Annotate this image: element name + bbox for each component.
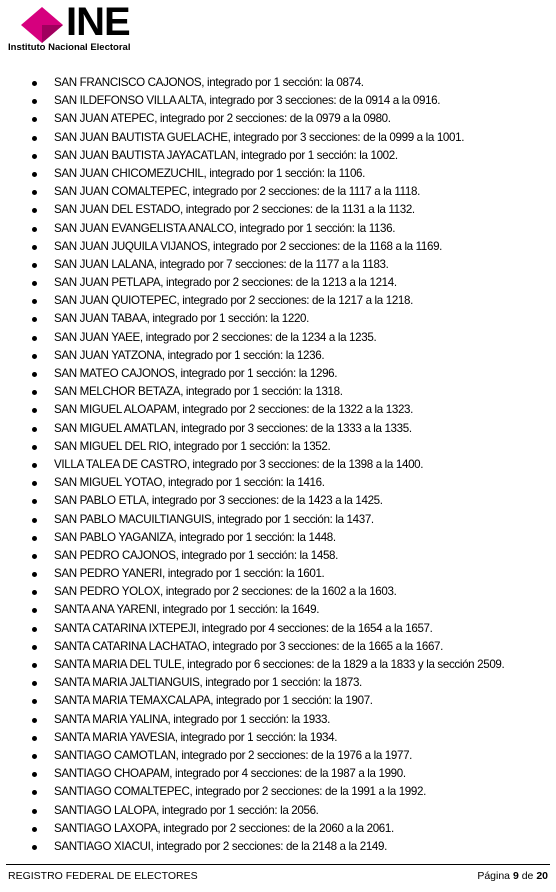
bullet-icon bbox=[32, 281, 37, 286]
list-item-text: SANTIAGO CHOAPAM, integrado por 4 secciones: de la 1987 a la 1990. bbox=[54, 767, 406, 781]
list-item bbox=[30, 383, 550, 401]
list-item-text: SANTIAGO CAMOTLAN, integrado por 2 secciones: de la 1976 a la 1977. bbox=[54, 748, 413, 762]
list-item-text: SAN JUAN COMALTEPEC, integrado por 2 secciones: de la 1117 a la 1118. bbox=[54, 185, 420, 199]
list-item bbox=[30, 274, 550, 292]
bullet-icon bbox=[32, 627, 37, 632]
bullet-icon bbox=[32, 499, 37, 504]
list-item-text: SANTA CATARINA LACHATAO, integrado por 3 secciones: de la 1665 a la 1667. bbox=[54, 639, 444, 653]
footer-organization: REGISTRO FEDERAL DE ELECTORES bbox=[8, 870, 198, 882]
bullet-icon bbox=[32, 772, 37, 777]
bullet-icon bbox=[32, 754, 37, 759]
list-item bbox=[30, 802, 550, 820]
list-item-text: SANTA CATARINA IXTEPEJI, integrado por 4 secciones: de la 1654 a la 1657. bbox=[54, 621, 433, 635]
bullet-icon bbox=[32, 663, 37, 668]
bullet-icon bbox=[32, 518, 37, 523]
bullet-icon bbox=[32, 390, 37, 395]
bullet-icon bbox=[32, 445, 37, 450]
list-item bbox=[30, 620, 550, 638]
list-item-text: SANTIAGO XIACUI, integrado por 2 secciones: de la 2148 a la 2149. bbox=[54, 839, 387, 853]
list-item-text: SAN JUAN PETLAPA, integrado por 2 secciones: de la 1213 a la 1214. bbox=[54, 276, 397, 290]
bullet-icon bbox=[32, 681, 37, 686]
list-item bbox=[30, 729, 550, 747]
bullet-icon bbox=[32, 536, 37, 541]
bullet-icon bbox=[32, 699, 37, 704]
bullet-icon bbox=[32, 372, 37, 377]
list-item-text: SAN JUAN LALANA, integrado por 7 secciones: de la 1177 a la 1183. bbox=[54, 257, 389, 271]
list-item bbox=[30, 711, 550, 729]
list-item bbox=[30, 674, 550, 692]
list-item bbox=[30, 238, 550, 256]
page-total: 20 bbox=[536, 870, 548, 882]
list-item bbox=[30, 474, 550, 492]
list-item-text: SAN PABLO YAGANIZA, integrado por 1 sección: la 1448. bbox=[54, 530, 336, 544]
list-item-text: SAN JUAN BAUTISTA GUELACHE, integrado por 3 secciones: de la 0999 a la 1001. bbox=[54, 130, 465, 144]
list-item bbox=[30, 511, 550, 529]
list-item-text: SAN PEDRO YOLOX, integrado por 2 secciones: de la 1602 a la 1603. bbox=[54, 585, 397, 599]
list-item bbox=[30, 529, 550, 547]
list-item-text: SAN MIGUEL YOTAO, integrado por 1 sección: la 1416. bbox=[54, 476, 325, 490]
bullet-icon bbox=[32, 117, 37, 122]
bullet-icon bbox=[32, 317, 37, 322]
bullet-icon bbox=[32, 481, 37, 486]
bullet-icon bbox=[32, 299, 37, 304]
bullet-icon bbox=[32, 608, 37, 613]
list-item-text: SANTA MARIA JALTIANGUIS, integrado por 1 sección: la 1873. bbox=[54, 676, 362, 690]
list-item-text: SAN JUAN TABAA, integrado por 1 sección: la 1220. bbox=[54, 312, 310, 326]
list-item-text: SAN JUAN YAEE, integrado por 2 secciones: de la 1234 a la 1235. bbox=[54, 330, 377, 344]
bullet-icon bbox=[32, 718, 37, 723]
list-item bbox=[30, 292, 550, 310]
list-item bbox=[30, 147, 550, 165]
list-item-text: SAN MIGUEL ALOAPAM, integrado por 2 secciones: de la 1322 a la 1323. bbox=[54, 403, 414, 417]
list-item bbox=[30, 638, 550, 656]
list-item-text: SAN JUAN ATEPEC, integrado por 2 secciones: de la 0979 a la 0980. bbox=[54, 112, 391, 126]
list-item bbox=[30, 401, 550, 419]
bullet-icon bbox=[32, 136, 37, 141]
logo-subtitle: Instituto Nacional Electoral bbox=[8, 42, 131, 53]
footer-divider bbox=[6, 864, 550, 865]
list-item-text: SAN MELCHOR BETAZA, integrado por 1 sección: la 1318. bbox=[54, 385, 343, 399]
bullet-icon bbox=[32, 208, 37, 213]
list-item-text: SAN JUAN BAUTISTA JAYACATLAN, integrado por 1 sección: la 1002. bbox=[54, 148, 398, 162]
list-item bbox=[30, 420, 550, 438]
list-item bbox=[30, 129, 550, 147]
list-item-text: SAN JUAN JUQUILA VIJANOS, integrado por 2 secciones: de la 1168 a la 1169. bbox=[54, 239, 443, 253]
list-item-text: SAN PEDRO CAJONOS, integrado por 1 sección: la 1458. bbox=[54, 548, 339, 562]
bullet-icon bbox=[32, 227, 37, 232]
list-item-text: SANTA MARIA YAVESIA, integrado por 1 sección: la 1934. bbox=[54, 730, 338, 744]
list-item bbox=[30, 110, 550, 128]
list-item bbox=[30, 256, 550, 274]
list-item-text: SAN FRANCISCO CAJONOS, integrado por 1 sección: la 0874. bbox=[54, 76, 364, 89]
list-item bbox=[30, 783, 550, 801]
list-item-text: SANTIAGO LALOPA, integrado por 1 sección: la 2056. bbox=[54, 803, 319, 817]
list-item bbox=[30, 838, 550, 856]
bullet-icon bbox=[32, 827, 37, 832]
bullet-icon bbox=[32, 81, 37, 86]
list-item bbox=[30, 329, 550, 347]
bullet-icon bbox=[32, 245, 37, 250]
bullet-icon bbox=[32, 845, 37, 850]
bullet-icon bbox=[32, 463, 37, 468]
list-item-text: SAN JUAN EVANGELISTA ANALCO, integrado por 1 sección: la 1136. bbox=[54, 221, 396, 235]
list-item-text: SANTA MARIA YALINA, integrado por 1 sección: la 1933. bbox=[54, 712, 330, 726]
list-item bbox=[30, 492, 550, 510]
list-item bbox=[30, 692, 550, 710]
list-item-text: SANTA MARIA TEMAXCALAPA, integrado por 1 sección: la 1907. bbox=[54, 694, 373, 708]
page-number bbox=[477, 870, 548, 882]
list-item bbox=[30, 583, 550, 601]
list-item bbox=[30, 656, 550, 674]
bullet-icon bbox=[32, 190, 37, 195]
list-item-text: SANTA MARIA DEL TULE, integrado por 6 secciones: de la 1829 a la 1833 y la sección 2509. bbox=[54, 658, 505, 671]
list-item bbox=[30, 310, 550, 328]
bullet-icon bbox=[32, 336, 37, 341]
bullet-icon bbox=[32, 154, 37, 159]
bullet-icon bbox=[32, 572, 37, 577]
bullet-icon bbox=[32, 354, 37, 359]
list-item-text: SAN JUAN DEL ESTADO, integrado por 2 secciones: de la 1131 a la 1132. bbox=[54, 203, 415, 217]
bullet-icon bbox=[32, 263, 37, 268]
list-item bbox=[30, 601, 550, 619]
list-item-text: SAN JUAN CHICOMEZUCHIL, integrado por 1 sección: la 1106. bbox=[54, 166, 366, 180]
list-item bbox=[30, 547, 550, 565]
page-separator: de bbox=[521, 870, 534, 882]
page-current: 9 bbox=[512, 870, 519, 882]
list-item-text: SAN ILDEFONSO VILLA ALTA, integrado por 3 secciones: de la 0914 a la 0916. bbox=[54, 94, 441, 108]
bullet-icon bbox=[32, 172, 37, 177]
bullet-icon bbox=[32, 809, 37, 814]
list-item bbox=[30, 220, 550, 238]
list-item-text: SAN MIGUEL AMATLAN, integrado por 3 secciones: de la 1333 a la 1335. bbox=[54, 421, 412, 435]
list-item bbox=[30, 438, 550, 456]
bullet-icon bbox=[32, 790, 37, 795]
list-item-text: SAN MATEO CAJONOS, integrado por 1 sección: la 1296. bbox=[54, 367, 338, 380]
list-item-text: VILLA TALEA DE CASTRO, integrado por 3 secciones: de la 1398 a la 1400. bbox=[54, 457, 424, 471]
ine-logo-icon bbox=[20, 6, 64, 44]
list-item bbox=[30, 183, 550, 201]
list-item bbox=[30, 201, 550, 219]
list-item-text: SAN JUAN YATZONA, integrado por 1 sección: la 1236. bbox=[54, 348, 325, 362]
list-item bbox=[30, 820, 550, 838]
list-item-text: SANTIAGO LAXOPA, integrado por 2 secciones: de la 2060 a la 2061. bbox=[54, 821, 394, 835]
list-item-text: SAN PABLO ETLA, integrado por 3 secciones: de la 1423 a la 1425. bbox=[54, 494, 383, 508]
list-item bbox=[30, 747, 550, 765]
bullet-icon bbox=[32, 645, 37, 650]
list-item-text: SANTIAGO COMALTEPEC, integrado por 2 secciones: de la 1991 a la 1992. bbox=[54, 785, 426, 799]
bullet-icon bbox=[32, 590, 37, 595]
list-item bbox=[30, 565, 550, 583]
list-item-text: SAN MIGUEL DEL RIO, integrado por 1 sección: la 1352. bbox=[54, 439, 331, 453]
municipality-list bbox=[30, 74, 550, 856]
list-item bbox=[30, 456, 550, 474]
list-item bbox=[30, 347, 550, 365]
list-item-text: SAN JUAN QUIOTEPEC, integrado por 2 secciones: de la 1217 a la 1218. bbox=[54, 294, 413, 308]
bullet-icon bbox=[32, 736, 37, 741]
bullet-icon bbox=[32, 408, 37, 413]
list-item bbox=[30, 365, 550, 383]
list-item-text: SAN PABLO MACUILTIANGUIS, integrado por 1 sección: la 1437. bbox=[54, 512, 374, 526]
page-header bbox=[6, 0, 206, 56]
logo-wordmark: INE bbox=[66, 0, 130, 44]
list-item bbox=[30, 165, 550, 183]
list-item bbox=[30, 92, 550, 110]
bullet-icon bbox=[32, 554, 37, 559]
list-item-text: SANTA ANA YARENI, integrado por 1 sección: la 1649. bbox=[54, 603, 320, 617]
list-item-text: SAN PEDRO YANERI, integrado por 1 sección: la 1601. bbox=[54, 567, 325, 581]
page-prefix: Página bbox=[477, 870, 511, 882]
list-item bbox=[30, 765, 550, 783]
bullet-icon bbox=[32, 99, 37, 104]
list-item bbox=[30, 74, 550, 92]
bullet-icon bbox=[32, 427, 37, 432]
